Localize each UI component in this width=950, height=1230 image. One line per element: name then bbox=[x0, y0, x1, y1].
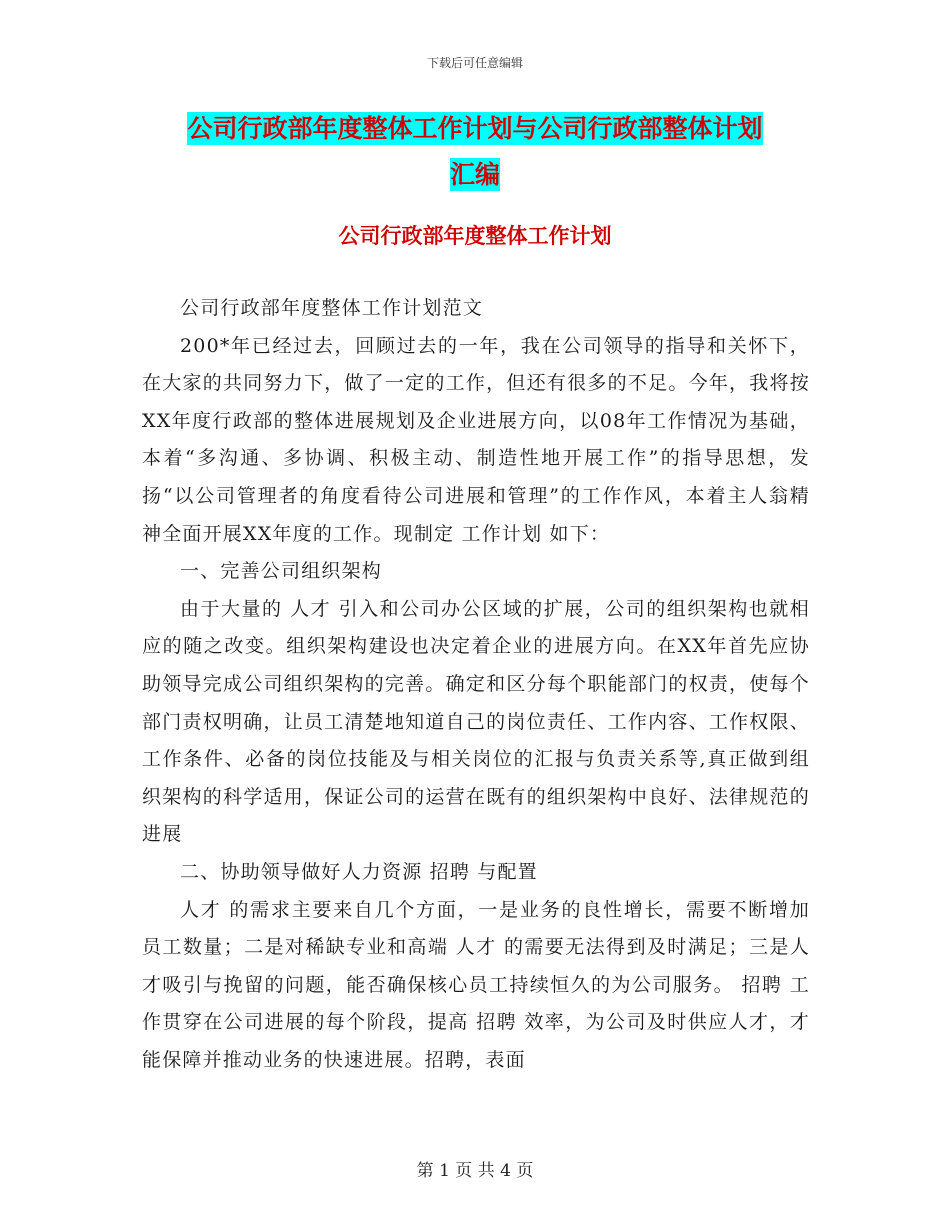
section-title: 公司行政部年度整体工作计划 bbox=[338, 224, 612, 248]
document-title bbox=[140, 106, 810, 198]
paragraph-intro: 200*年已经过去，回顾过去的一年，我在公司领导的指导和关怀下，在大家的共同努力下，做了一定的工作，但还有很多的不足。今年，我将按XX年度行政部的整体进展规划及企业进展方向，以08年工作情况为基础，本着“多沟通、多协调、积极主动、制造性地开展工作”的指导思想，发扬“以公司管理者的角度看待公司进展和管理”的工作作风，本着主人翁精神全面开展XX年度的工作。现制定 工作计划 如下： bbox=[142, 334, 810, 545]
paragraph-subtitle: 公司行政部年度整体工作计划范文 bbox=[180, 297, 484, 319]
heading-2: 二、协助领导做好人力资源 招聘 与配置 bbox=[180, 860, 538, 883]
paragraph-1: 由于大量的 人才 引入和公司办公区域的扩展，公司的组织架构也就相应的随之改变。组织架构建设也决定着企业的进展方向。在XX年首先应协助领导完成公司组织架构的完善。确定和区分每个职能部门的权责，使每个部门责权明确，让员工清楚地知道自己的岗位责任、工作内容、工作权限、工作条件、必备的岗位技能及与相关岗位的汇报与负责关系等,真正做到组织架构的科学适用，保证公司的运营在既有的组织架构中良好、法律规范的进展 bbox=[142, 597, 810, 846]
heading-1: 一、完善公司组织架构 bbox=[180, 560, 383, 583]
document-body bbox=[142, 290, 810, 1079]
paragraph-2: 人才 的需求主要来自几个方面，一是业务的良性增长，需要不断增加员工数量；二是对稀缺专业和高端 人才 的需要无法得到及时满足；三是人才吸引与挽留的问题，能否确保核心员工持续恒久的为公司服务。 招聘 工作贯穿在公司进展的每个阶段，提高 招聘 效率，为公司及时供应人才，才能保障并推动业务的快速进展。招聘，表面 bbox=[142, 898, 810, 1071]
document-title-line-2: 汇编 bbox=[449, 160, 500, 189]
page-footer: 第 1 页 共 4 页 bbox=[416, 1161, 534, 1181]
document-title-line-1: 公司行政部年度整体工作计划与公司行政部整体计划 bbox=[187, 114, 763, 143]
header-note: 下载后可任意编辑 bbox=[426, 56, 523, 70]
